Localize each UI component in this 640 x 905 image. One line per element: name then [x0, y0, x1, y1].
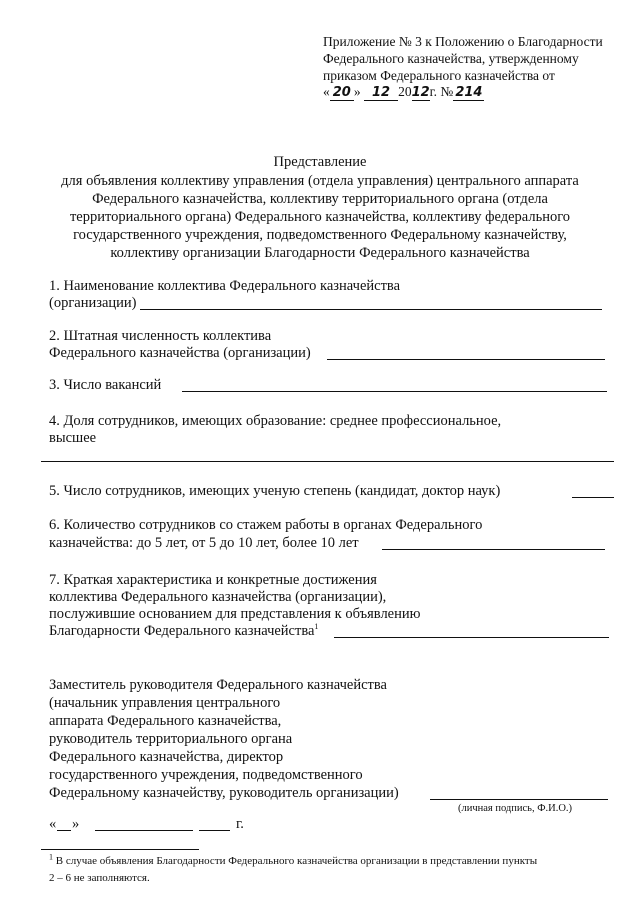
- signatory-line-2: (начальник управления центрального: [49, 695, 281, 711]
- item-7-fill-line: [334, 637, 609, 638]
- item-6-label: 6. Количество сотрудников со стажем работы в органах Федерального: [49, 517, 483, 533]
- signatory-line-7: Федеральному казначейству, руководитель организации): [49, 785, 399, 801]
- item-7-label-cont-2: послужившие основанием для представления к объявлению: [49, 606, 421, 622]
- date-month-handwritten: 12: [364, 85, 398, 101]
- title-line-1: для объявления коллективу управления (отдела управления) центрального аппарата: [61, 173, 579, 189]
- signature-date-open: «: [49, 816, 57, 832]
- footnote-line-2: 2 – 6 не заполняются.: [49, 872, 150, 884]
- date-year-handwritten: 12: [411, 85, 430, 100]
- date-suffix: г. №: [429, 84, 454, 99]
- item-7-label-text: Благодарности Федерального казначейства: [49, 623, 315, 639]
- signatory-line-4: руководитель территориального органа: [49, 731, 293, 747]
- item-2-label-cont: Федерального казначейства (организации): [49, 345, 311, 361]
- signatory-line-6: государственного учреждения, подведомственного: [49, 767, 363, 783]
- date-close-quote: »: [353, 84, 361, 99]
- signature-date-close: »: [72, 816, 80, 832]
- item-6-fill-line: [382, 549, 605, 550]
- title-line-4: государственного учреждения, подведомственного Федеральному казначейству,: [73, 227, 567, 243]
- footnote-line-1: [49, 854, 537, 868]
- item-4-label-cont: высшее: [49, 430, 97, 446]
- signatory-line-5: Федерального казначейства, директор: [49, 749, 284, 765]
- item-3-fill-line: [182, 391, 607, 392]
- item-5-fill-line: [572, 497, 614, 498]
- header-line-3: приказом Федерального казначейства от: [323, 68, 555, 83]
- signature-year-fill: [199, 830, 230, 831]
- date-open-quote: «: [323, 84, 330, 99]
- item-5-label: 5. Число сотрудников, имеющих ученую степень (кандидат, доктор наук): [49, 483, 501, 499]
- footnote-mark: 1: [49, 852, 53, 862]
- signature-day-fill: [57, 830, 71, 831]
- signatory-line-3: аппарата Федерального казначейства,: [49, 713, 282, 729]
- document-heading: Представление: [273, 154, 367, 170]
- footnote-separator: [41, 849, 199, 850]
- item-1-fill-line: [140, 309, 602, 310]
- signature-date-year-suffix: г.: [236, 816, 244, 832]
- date-day-handwritten: 20: [330, 85, 354, 101]
- signature-fill-line: [430, 799, 608, 800]
- item-1-label: 1. Наименование коллектива Федерального казначейства: [49, 278, 401, 294]
- item-2-label: 2. Штатная численность коллектива: [49, 328, 272, 344]
- title-line-3: территориального органа) Федерального казначейства, коллективу федерального: [69, 209, 571, 225]
- item-3-label: 3. Число вакансий: [49, 377, 162, 393]
- signature-caption: (личная подпись, Ф.И.О.): [458, 803, 573, 814]
- footnote-ref-mark: 1: [314, 622, 319, 632]
- footnote-text-1: В случае объявления Благодарности Федерального казначейства организации в представлении пункты: [55, 855, 538, 867]
- item-7-label-cont-1: коллектива Федерального казначейства (организации),: [49, 589, 387, 605]
- item-6-label-cont: казначейства: до 5 лет, от 5 до 10 лет, более 10 лет: [49, 535, 359, 551]
- item-7-label: 7. Краткая характеристика и конкретные достижения: [49, 572, 377, 588]
- item-4-label: 4. Доля сотрудников, имеющих образование: среднее профессиональное,: [49, 413, 502, 429]
- item-4-fill-line: [41, 461, 614, 462]
- order-number-handwritten: 214: [455, 85, 483, 100]
- date-year-prefix: 20: [398, 84, 412, 99]
- header-line-2: Федерального казначейства, утвержденному: [323, 51, 579, 66]
- title-line-5: коллективу организации Благодарности Федерального казначейства: [110, 245, 530, 261]
- header-date-line: [323, 83, 484, 102]
- title-line-2: Федерального казначейства, коллективу территориального органа (отдела: [92, 191, 548, 207]
- signature-month-fill: [95, 830, 193, 831]
- item-7-label-cont-3: [49, 622, 318, 641]
- item-1-label-cont: (организации): [49, 295, 137, 311]
- item-2-fill-line: [327, 359, 605, 360]
- header-line-1: Приложение № 3 к Положению о Благодарности: [323, 34, 603, 49]
- signatory-line-1: Заместитель руководителя Федерального казначейства: [49, 677, 387, 693]
